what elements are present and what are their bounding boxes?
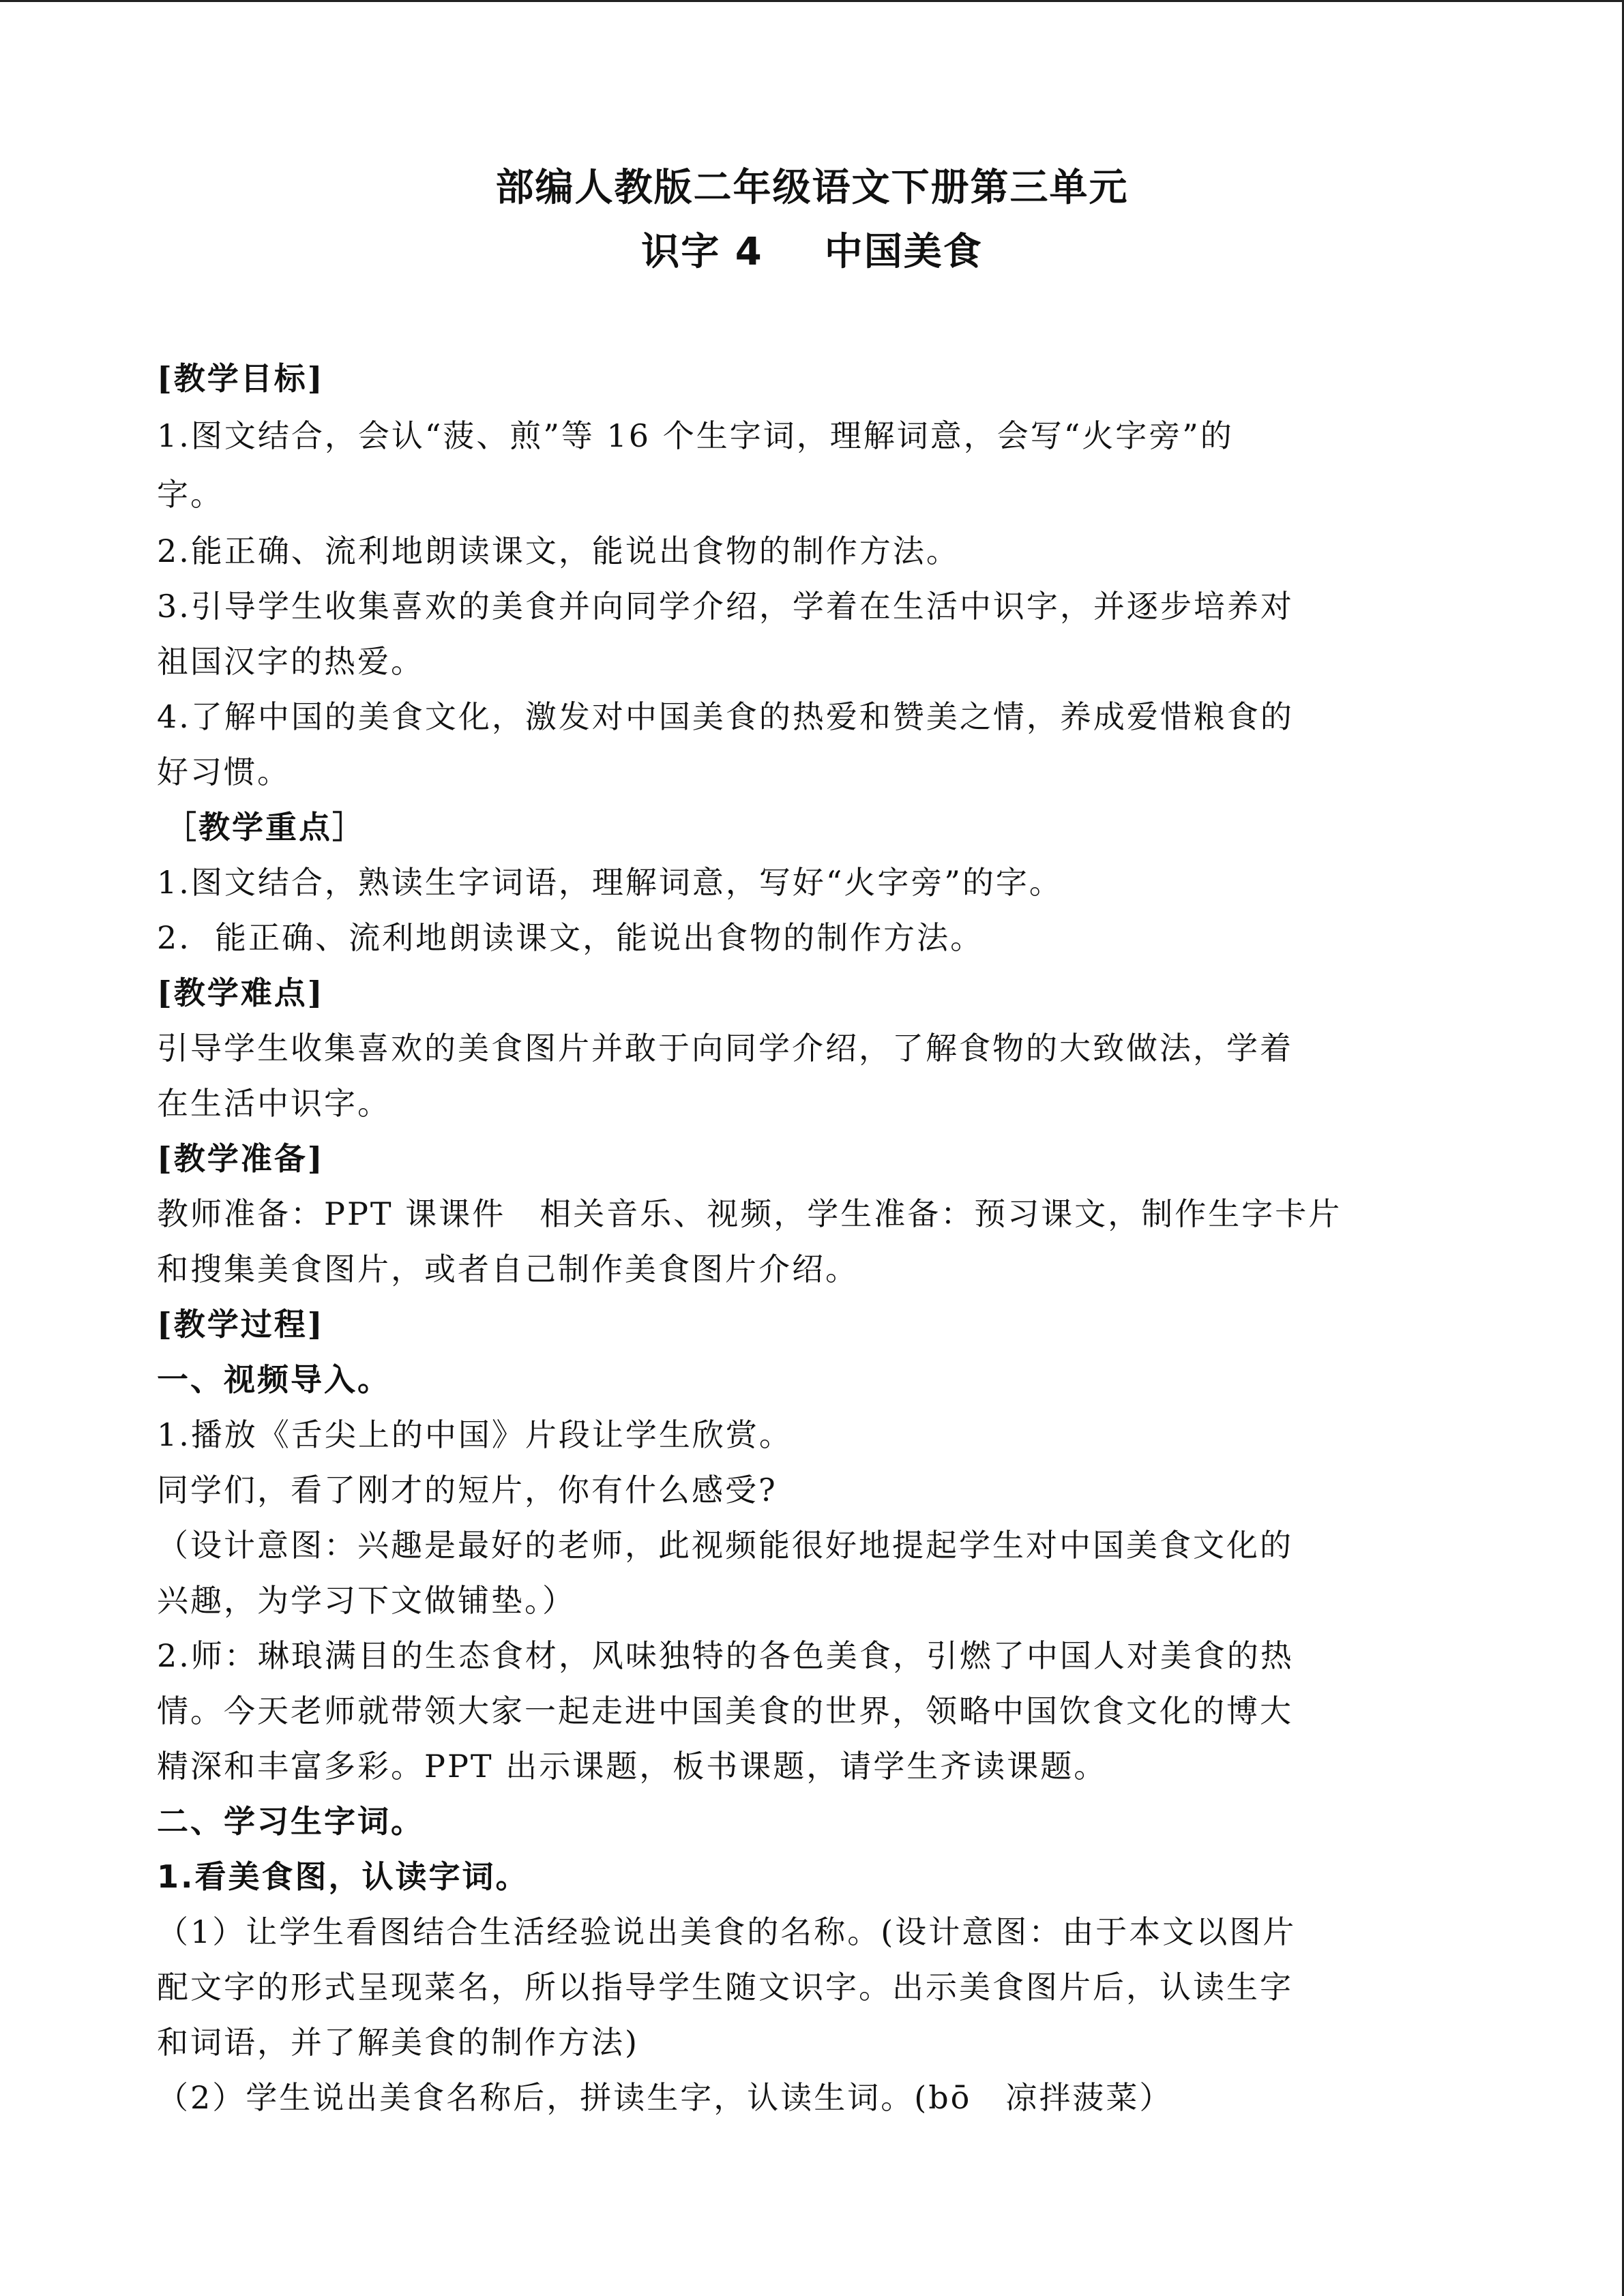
document-title: 部编人教版二年级语文下册第三单元 <box>495 166 1129 210</box>
section-heading-key-points: ［教学重点］ <box>165 809 366 846</box>
paragraph-line: 2.能正确、流利地朗读课文，能说出食物的制作方法。 <box>157 533 960 569</box>
paragraph-line: 和搜集美食图片，或者自己制作美食图片介绍。 <box>157 1251 859 1287</box>
paragraph-line: 在生活中识字。 <box>157 1085 391 1122</box>
lesson-number: 识字 4 <box>641 230 763 274</box>
prep-rest: 相关音乐、视频，学生准备：预习课文，制作生字卡片 <box>540 1195 1342 1232</box>
paragraph-line: 1.图文结合，熟读生字词语，理解词意，写好“火字旁”的字。 <box>157 864 1063 901</box>
paragraph-line: 字。 <box>157 476 224 513</box>
paragraph-line: 4.了解中国的美食文化，激发对中国美食的热爱和赞美之情，养成爱惜粮食的 <box>157 698 1294 735</box>
paragraph-line: 引导学生收集喜欢的美食图片并敢于向同学介绍，了解食物的大致做法，学着 <box>157 1030 1293 1067</box>
lesson-title <box>0 225 1624 280</box>
paragraph-line: （1）让学生看图结合生活经验说出美食的名称。(设计意图：由于本文以图片 <box>157 1913 1297 1950</box>
paragraph-line: 情。今天老师就带领大家一起走进中国美食的世界，领略中国饮食文化的博大 <box>157 1693 1293 1729</box>
paragraph-line: 配文字的形式呈现菜名，所以指导学生随文识字。出示美食图片后，认读生字 <box>157 1969 1293 2006</box>
paragraph-line: 好习惯。 <box>157 754 291 790</box>
last-line-end: 凉拌菠菜） <box>1005 2079 1173 2116</box>
lesson-name: 中国美食 <box>824 230 983 274</box>
paragraph-line: 2.师：琳琅满目的生态食材，风味独特的各色美食，引燃了中国人对美食的热 <box>157 1637 1294 1674</box>
prep-teacher: 教师准备：PPT 课课件 <box>157 1195 506 1232</box>
paragraph-line: 2. 能正确、流利地朗读课文，能说出食物的制作方法。 <box>157 919 984 956</box>
paragraph-line: 1.播放《舌尖上的中国》片段让学生欣赏。 <box>157 1416 793 1453</box>
paragraph-line: 3.引导学生收集喜欢的美食并向同学介绍，学着在生活中识字，并逐步培养对 <box>157 588 1294 625</box>
part-title-video-intro: 一、视频导入。 <box>157 1361 391 1398</box>
paragraph-line <box>157 1187 1494 1242</box>
paragraph-line: 同学们，看了刚才的短片，你有什么感受? <box>157 1472 778 1508</box>
part-title-vocabulary: 二、学习生字词。 <box>157 1803 424 1840</box>
paragraph-line: 兴趣，为学习下文做铺垫。） <box>157 1582 576 1619</box>
last-line-start: （2）学生说出美食名称后，拼读生字，认读生词。(bō <box>157 2079 972 2116</box>
paragraph-line: （设计意图：兴趣是最好的老师，此视频能很好地提起学生对中国美食文化的 <box>157 1527 1293 1564</box>
document-body <box>157 351 1494 2126</box>
paragraph-line: 精深和丰富多彩。PPT 出示课题，板书课题，请学生齐读课题。 <box>157 1748 1108 1785</box>
paragraph-line: 和词语，并了解美食的制作方法) <box>157 2024 639 2061</box>
section-heading-preparation: [教学准备] <box>157 1140 325 1177</box>
section-heading-goals: [教学目标] <box>157 360 325 397</box>
section-heading-process: [教学过程] <box>157 1306 325 1343</box>
subpart-title-read-words: 1.看美食图，认读字词。 <box>157 1858 529 1895</box>
paragraph-line: 1.图文结合，会认“菠、煎”等 16 个生字词，理解词意，会写“火字旁”的 <box>157 417 1234 454</box>
paragraph-line: 祖国汉字的热爱。 <box>157 643 424 680</box>
section-heading-difficulties: [教学难点] <box>157 974 325 1011</box>
paragraph-line <box>157 2070 1494 2126</box>
